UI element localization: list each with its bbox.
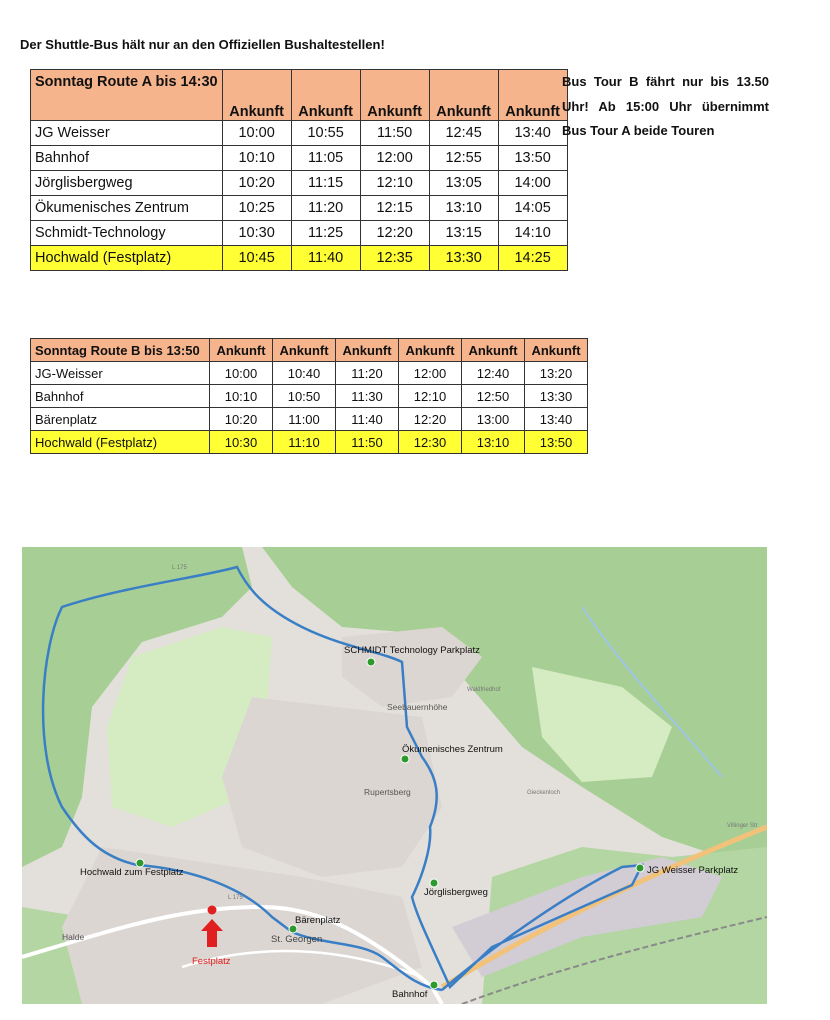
arrival-time: 12:45 [429,121,498,146]
arrival-time: 13:20 [525,362,588,385]
stop-marker-bahnhof [430,981,438,989]
arrival-time: 12:10 [360,171,429,196]
label-l175-south: L 175 [228,895,243,901]
arrival-time: 13:00 [462,408,525,431]
label-gieckenloch: Gieckenloch [527,790,561,796]
arrival-time: 10:20 [210,408,273,431]
label-l175-north: L 175 [172,565,187,571]
route-a-header-row [31,70,568,121]
route-a-table [30,69,568,271]
arrival-time: 12:10 [399,385,462,408]
arrival-time: 11:40 [291,246,360,271]
stop-name: Bahnhof [31,385,210,408]
route-a-title: Sonntag Route A bis 14:30 [31,70,223,121]
stop-name: Ökumenisches Zentrum [31,196,223,221]
route-a-row [31,221,568,246]
arrival-time: 10:25 [222,196,291,221]
label-joerglisberg: Jörglisbergweg [424,887,488,898]
arrival-time: 11:30 [336,385,399,408]
route-b-final-row [31,431,588,454]
route-b-col-4: Ankunft [399,339,462,362]
route-map [22,547,767,1004]
arrival-time: 10:00 [210,362,273,385]
label-halde: Halde [62,932,85,942]
route-map-canvas [22,547,767,1004]
route-a-col-4: Ankunft [429,70,498,121]
arrival-time: 11:50 [360,121,429,146]
arrival-time: 13:50 [498,146,567,171]
route-a-final-row [31,246,568,271]
route-b-header-row [31,339,588,362]
route-b-row [31,385,588,408]
arrival-time: 11:20 [291,196,360,221]
arrival-time: 10:30 [222,221,291,246]
route-a-row [31,171,568,196]
label-waldfriedhof: Waldfriedhof [467,687,501,693]
arrival-time: 12:20 [360,221,429,246]
arrival-time: 11:50 [336,431,399,454]
label-baerenplatz: Bärenplatz [295,915,341,926]
arrival-time: 10:20 [222,171,291,196]
arrival-time: 11:25 [291,221,360,246]
arrival-time: 10:30 [210,431,273,454]
route-b-title: Sonntag Route B bis 13:50 [31,339,210,362]
arrival-time: 10:40 [273,362,336,385]
arrival-time: 14:10 [498,221,567,246]
arrival-time: 10:10 [222,146,291,171]
arrival-time: 12:40 [462,362,525,385]
arrival-time: 11:00 [273,408,336,431]
arrival-time: 10:00 [222,121,291,146]
stop-marker-joerglisberg [430,879,438,887]
route-b-row [31,408,588,431]
arrival-time: 11:05 [291,146,360,171]
stop-name: Jörglisbergweg [31,171,223,196]
stop-name: Schmidt-Technology [31,221,223,246]
arrival-time: 13:50 [525,431,588,454]
arrival-time: 14:05 [498,196,567,221]
route-a-row [31,146,568,171]
arrival-time: 13:05 [429,171,498,196]
label-oekumenisch: Ökumenisches Zentrum [402,744,503,755]
arrival-time: 12:35 [360,246,429,271]
label-seebauernhoehe: Seebauernhöhe [387,702,448,712]
route-b-col-1: Ankunft [210,339,273,362]
stop-marker-schmidt [367,658,375,666]
label-schmidt: SCHMIDT Technology Parkplatz [344,645,480,656]
arrival-time: 10:50 [273,385,336,408]
page-heading: Der Shuttle-Bus hält nur an den Offiziellen Bushaltestellen! [20,37,385,52]
arrival-time: 10:45 [222,246,291,271]
arrival-time: 13:10 [462,431,525,454]
arrival-time: 11:20 [336,362,399,385]
stop-name: Bärenplatz [31,408,210,431]
route-b-col-2: Ankunft [273,339,336,362]
label-jg-weisser: JG Weisser Parkplatz [647,865,739,876]
route-b-col-5: Ankunft [462,339,525,362]
arrival-time: 12:20 [399,408,462,431]
arrival-time: 14:25 [498,246,567,271]
arrival-time: 10:10 [210,385,273,408]
arrival-time: 13:10 [429,196,498,221]
arrival-time: 12:15 [360,196,429,221]
festplatz-dot [208,906,217,915]
arrival-time: 13:40 [525,408,588,431]
label-festplatz: Festplatz [192,956,231,967]
label-rupertsberg: Rupertsberg [364,787,411,797]
arrival-time: 12:00 [399,362,462,385]
route-a-row [31,121,568,146]
arrival-time: 13:15 [429,221,498,246]
arrival-time: 13:40 [498,121,567,146]
stop-marker-oekumenisch [401,755,409,763]
arrival-time: 12:00 [360,146,429,171]
arrival-time: 10:55 [291,121,360,146]
route-b-col-3: Ankunft [336,339,399,362]
route-a-col-5: Ankunft [498,70,567,121]
label-bahnhof: Bahnhof [392,989,428,1000]
arrival-time: 11:15 [291,171,360,196]
stop-marker-jg-weisser [636,864,644,872]
arrival-time: 13:30 [429,246,498,271]
label-st-georgen: St. Georgen [271,934,323,945]
arrival-time: 11:10 [273,431,336,454]
arrival-time: 12:55 [429,146,498,171]
route-b-note: Bus Tour B fährt nur bis 13.50 Uhr! Ab 15:00 Uhr übernimmt Bus Tour A beide Touren [562,74,769,138]
route-b-col-6: Ankunft [525,339,588,362]
route-a-row [31,196,568,221]
stop-marker-baerenplatz [289,925,297,933]
arrival-time: 12:30 [399,431,462,454]
label-villinger: Villinger Str [727,823,758,829]
stop-name: JG-Weisser [31,362,210,385]
route-b-row [31,362,588,385]
arrival-time: 11:40 [336,408,399,431]
route-a-col-2: Ankunft [291,70,360,121]
label-hochwald: Hochwald zum Festplatz [80,867,184,878]
arrival-time: 14:00 [498,171,567,196]
route-b-table [30,338,588,454]
arrival-time: 12:50 [462,385,525,408]
arrival-time: 13:30 [525,385,588,408]
stop-name: Hochwald (Festplatz) [31,246,223,271]
stop-name: Hochwald (Festplatz) [31,431,210,454]
stop-name: JG Weisser [31,121,223,146]
stop-name: Bahnhof [31,146,223,171]
route-a-col-1: Ankunft [222,70,291,121]
route-a-col-3: Ankunft [360,70,429,121]
stop-marker-hochwald [136,859,144,867]
